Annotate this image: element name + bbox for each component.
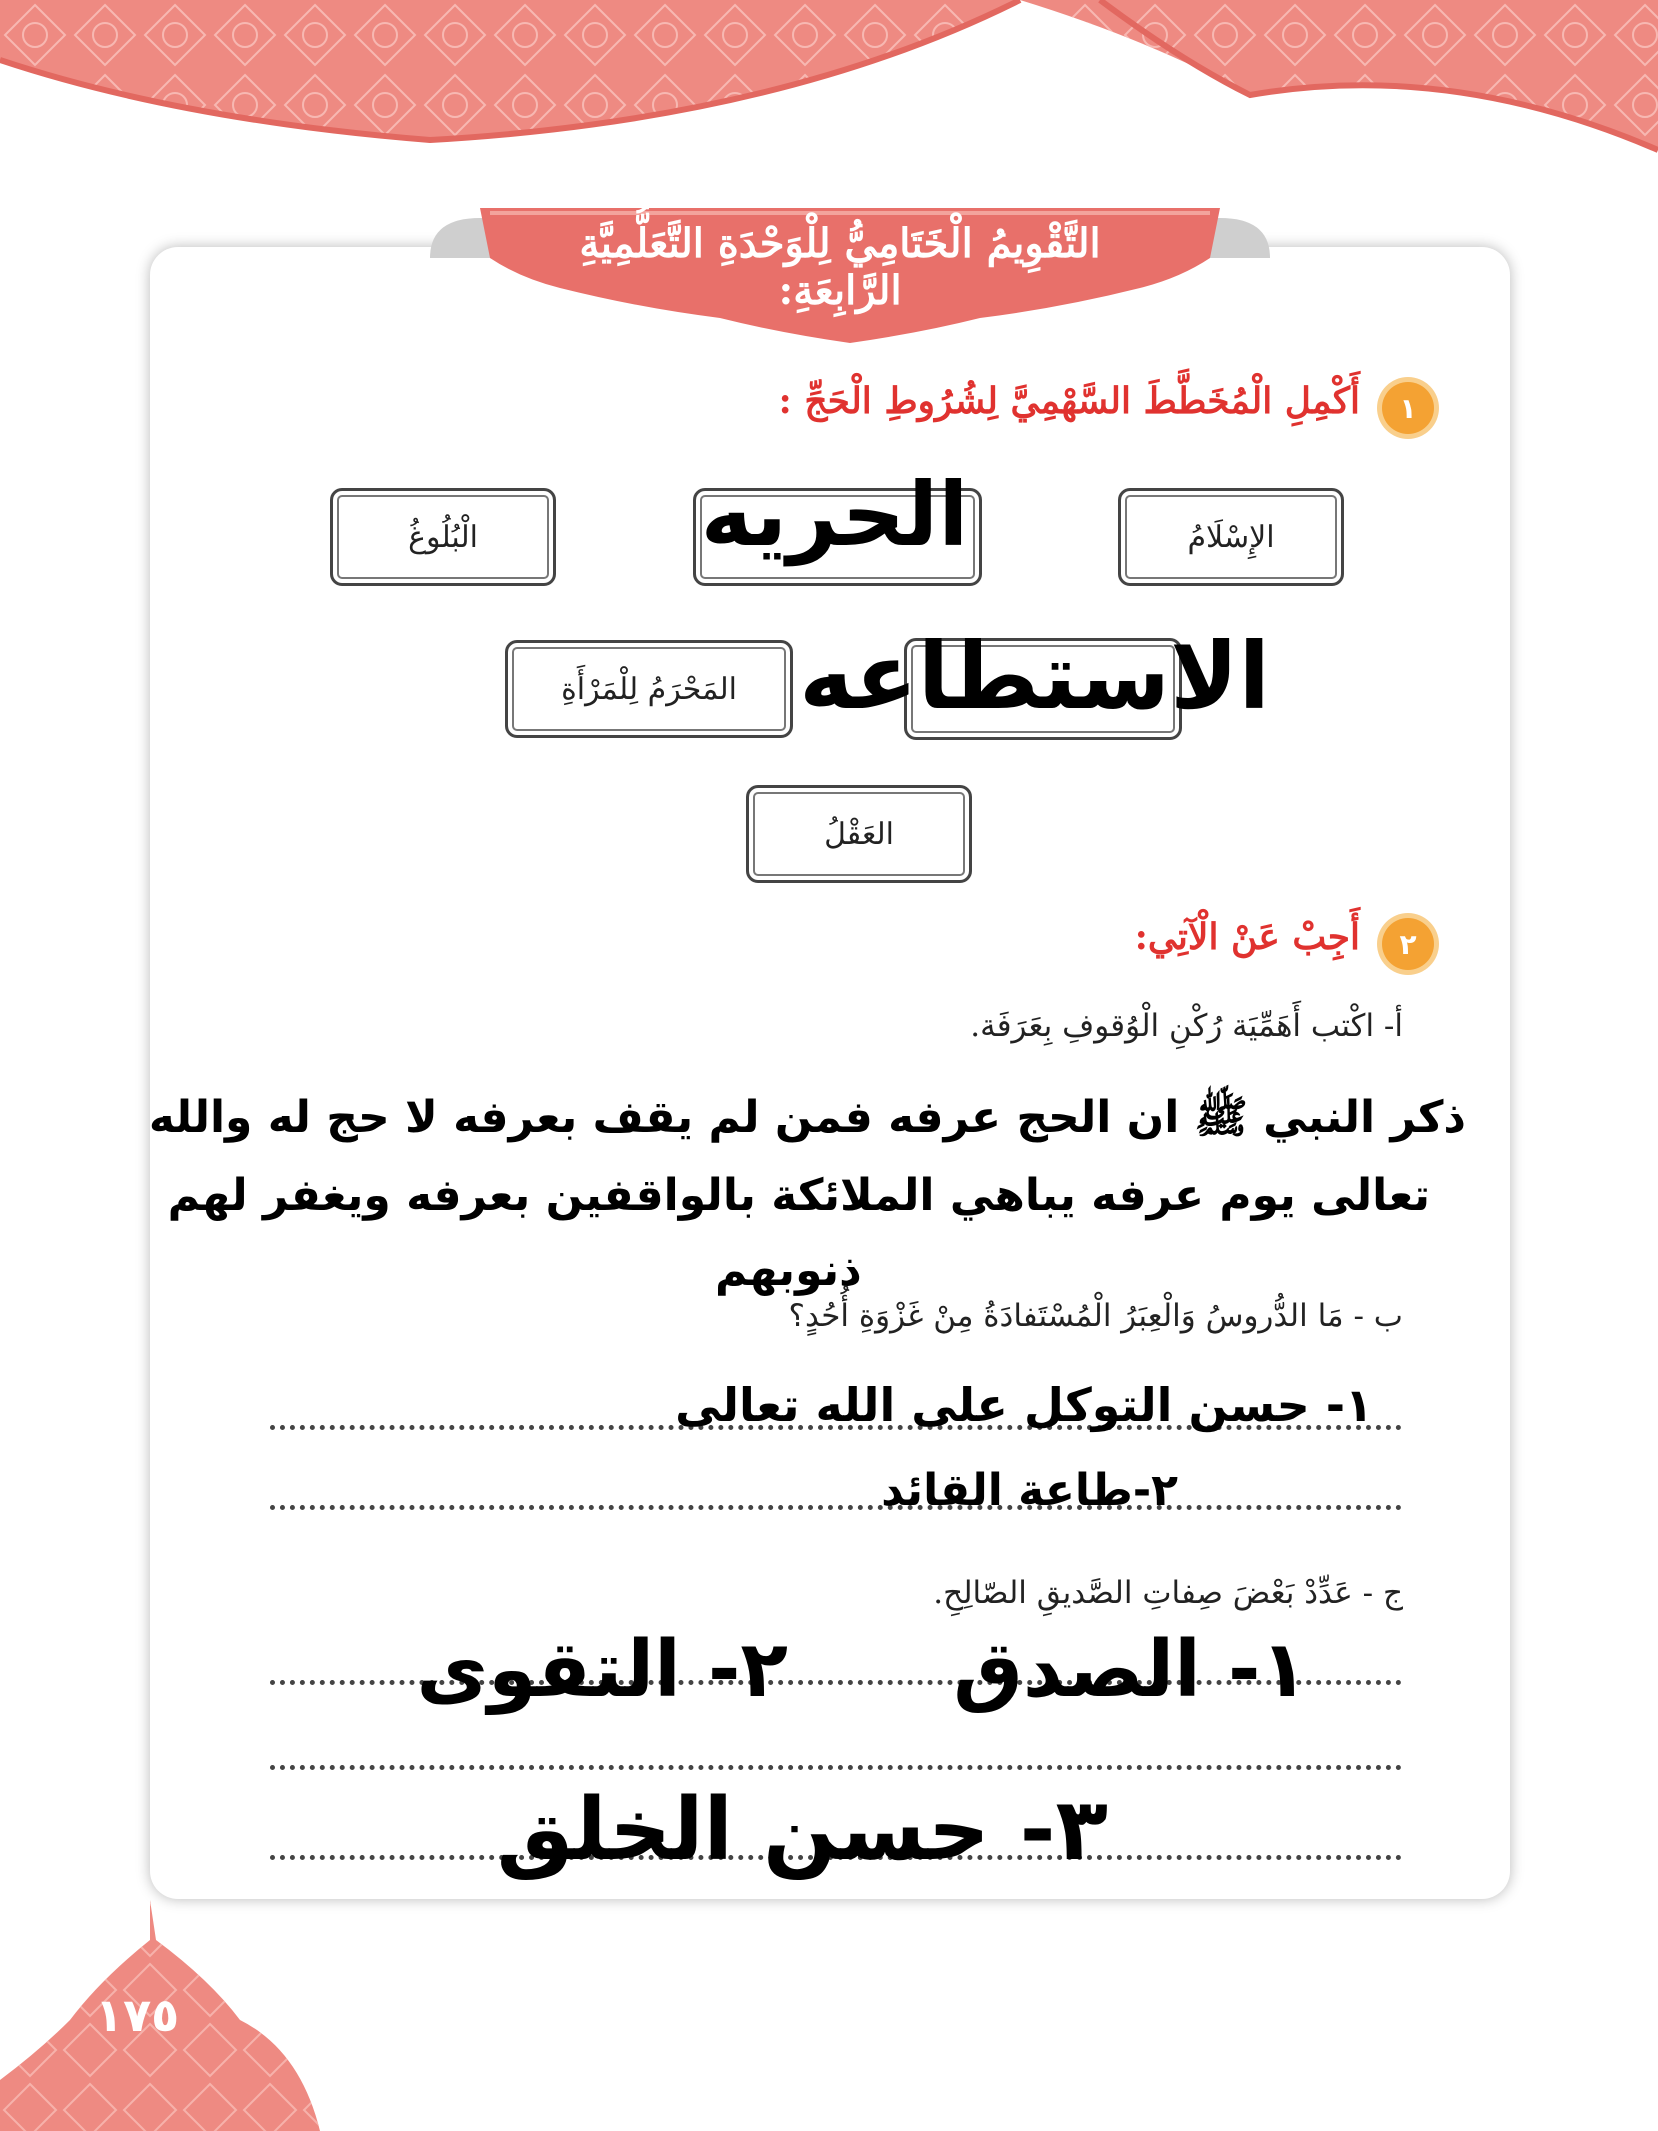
dome-decoration <box>0 1900 360 2131</box>
question-2c-prompt: ج - عَدِّدْ بَعْضَ صِفاتِ الصَّديقِ الصّالِحِ. <box>933 1575 1403 1611</box>
answer-2b-2: ٢-طاعة القائد <box>881 1465 1178 1516</box>
box-islam: الإِسْلَامُ <box>1118 488 1344 586</box>
answer-line <box>270 1765 1402 1770</box>
question-1-badge: ١ <box>1382 382 1434 434</box>
answer-2c-1: ١- الصدق <box>953 1625 1308 1715</box>
question-2b-prompt: ب - مَا الدُّروسُ وَالْعِبَرُ الْمُسْتَفادَةُ مِنْ غَزْوَةِ أُحُدٍ؟ <box>788 1298 1403 1334</box>
answer-freedom: الحريه <box>700 463 969 566</box>
answer-2a-line2: تعالى يوم عرفه يباهي الملائكة بالواقفين بعرفه ويغفر لهم <box>167 1170 1430 1221</box>
question-2-title: أَجِبْ عَنْ الْآتِي: <box>1134 916 1360 958</box>
box-mahram: المَحْرَمُ لِلْمَرْأَةِ <box>505 640 793 738</box>
answer-2c-2: ٢- التقوى <box>416 1625 788 1715</box>
answer-line <box>270 1505 1402 1510</box>
page-title: التَّقْوِيمُ الْخَتَامِيُّ لِلْوَحْدَةِ التَّعَلُّمِيَّةِ الرَّابِعَةِ: <box>579 220 1101 314</box>
answer-2a-line1: ذكر النبي ﷺ ان الحج عرفه فمن لم يقف بعرفه لا حج له والله <box>148 1092 1466 1143</box>
top-decorative-border <box>0 0 1658 170</box>
answer-2b-1: ١- حسن التوكل على الله تعالى <box>675 1378 1373 1432</box>
box-mind: العَقْلُ <box>746 785 972 883</box>
answer-2c-3: ٣- حسن الخلق <box>496 1780 1108 1880</box>
box-puberty: الْبُلُوغُ <box>330 488 556 586</box>
page-number: ١٧٥ <box>95 1988 180 2042</box>
question-2a-prompt: أ- اكْتب أَهَمِّيَة رُكْنِ الْوُقوفِ بِعَرَفَة. <box>970 1008 1403 1044</box>
answer-2a-line3: ذنوبهم <box>715 1245 862 1296</box>
question-2-badge: ٢ <box>1382 918 1434 970</box>
answer-ability: الاستطاعه <box>799 623 1270 730</box>
question-1-title: أَكْمِلِ الْمُخَطَّطَ السَّهْمِيَّ لِشُرُوطِ الْحَجِّ : <box>778 380 1360 422</box>
